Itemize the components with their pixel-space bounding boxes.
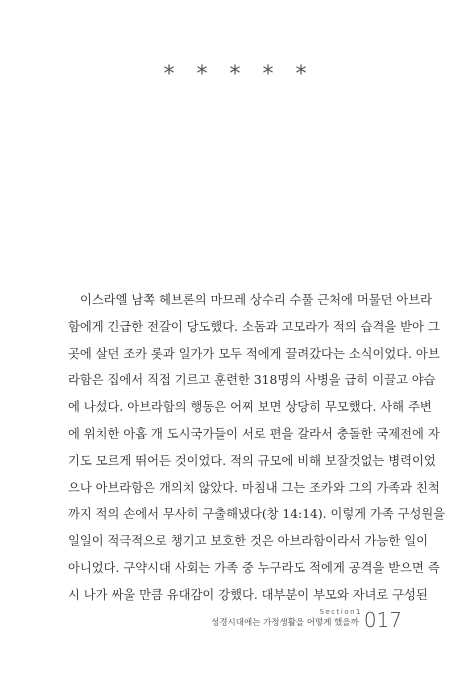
section-label: Section1	[319, 608, 362, 616]
separator-star: *	[262, 62, 274, 87]
text-line: 이스라엘 남쪽 헤브론의 마므레 상수리 수풀 근처에 머물던 아브라	[80, 293, 432, 307]
body-paragraph	[68, 287, 446, 609]
text-line: 일일이 적극적으로 챙기고 보호한 것은 아브라함이라서 가능한 일이	[68, 534, 428, 549]
text-line: 시 나가 싸울 만큼 유대감이 강했다. 대부분이 부모와 자녀로 구성된	[68, 587, 428, 602]
text-line: 함에게 긴급한 전갈이 당도했다. 소돔과 고모라가 적의 습격을 받아 그	[68, 319, 440, 334]
text-line: 아니었다. 구약시대 사회는 가족 중 누구라도 적에게 공격을 받으면 즉	[68, 560, 440, 575]
text-line: 기도 모르게 뛰어든 것이었다. 적의 규모에 비해 보잘것없는 병력이었	[68, 453, 436, 468]
separator-star: *	[163, 62, 175, 87]
text-line: 으나 아브라함은 개의치 않았다. 마침내 그는 조카와 그의 가족과 친척	[68, 480, 440, 495]
page-footer	[211, 610, 402, 630]
page-number: 017	[363, 608, 402, 632]
section-separator	[0, 62, 470, 87]
text-line: 곳에 살던 조카 롯과 일가가 모두 적에게 끌려갔다는 소식이었다. 아브	[68, 346, 440, 361]
running-chapter-title: 성경시대에는 가정생활을 어떻게 했을까	[211, 618, 359, 628]
text-line: 까지 적의 손에서 무사히 구출해냈다(창 14:14). 이렇게 가족 구성원을	[68, 507, 446, 522]
separator-star: *	[295, 62, 307, 87]
separator-star: *	[196, 62, 208, 87]
text-line: 라함은 집에서 직접 기르고 훈련한 318명의 사병을 급히 이끌고 야습	[68, 373, 436, 388]
text-line: 에 나섰다. 아브라함의 행동은 어찌 보면 상당히 무모했다. 사해 주변	[68, 400, 432, 415]
separator-star: *	[229, 62, 241, 87]
text-line: 에 위치한 아홉 개 도시국가들이 서로 편을 갈라서 충돌한 국제전에 자	[68, 426, 440, 441]
